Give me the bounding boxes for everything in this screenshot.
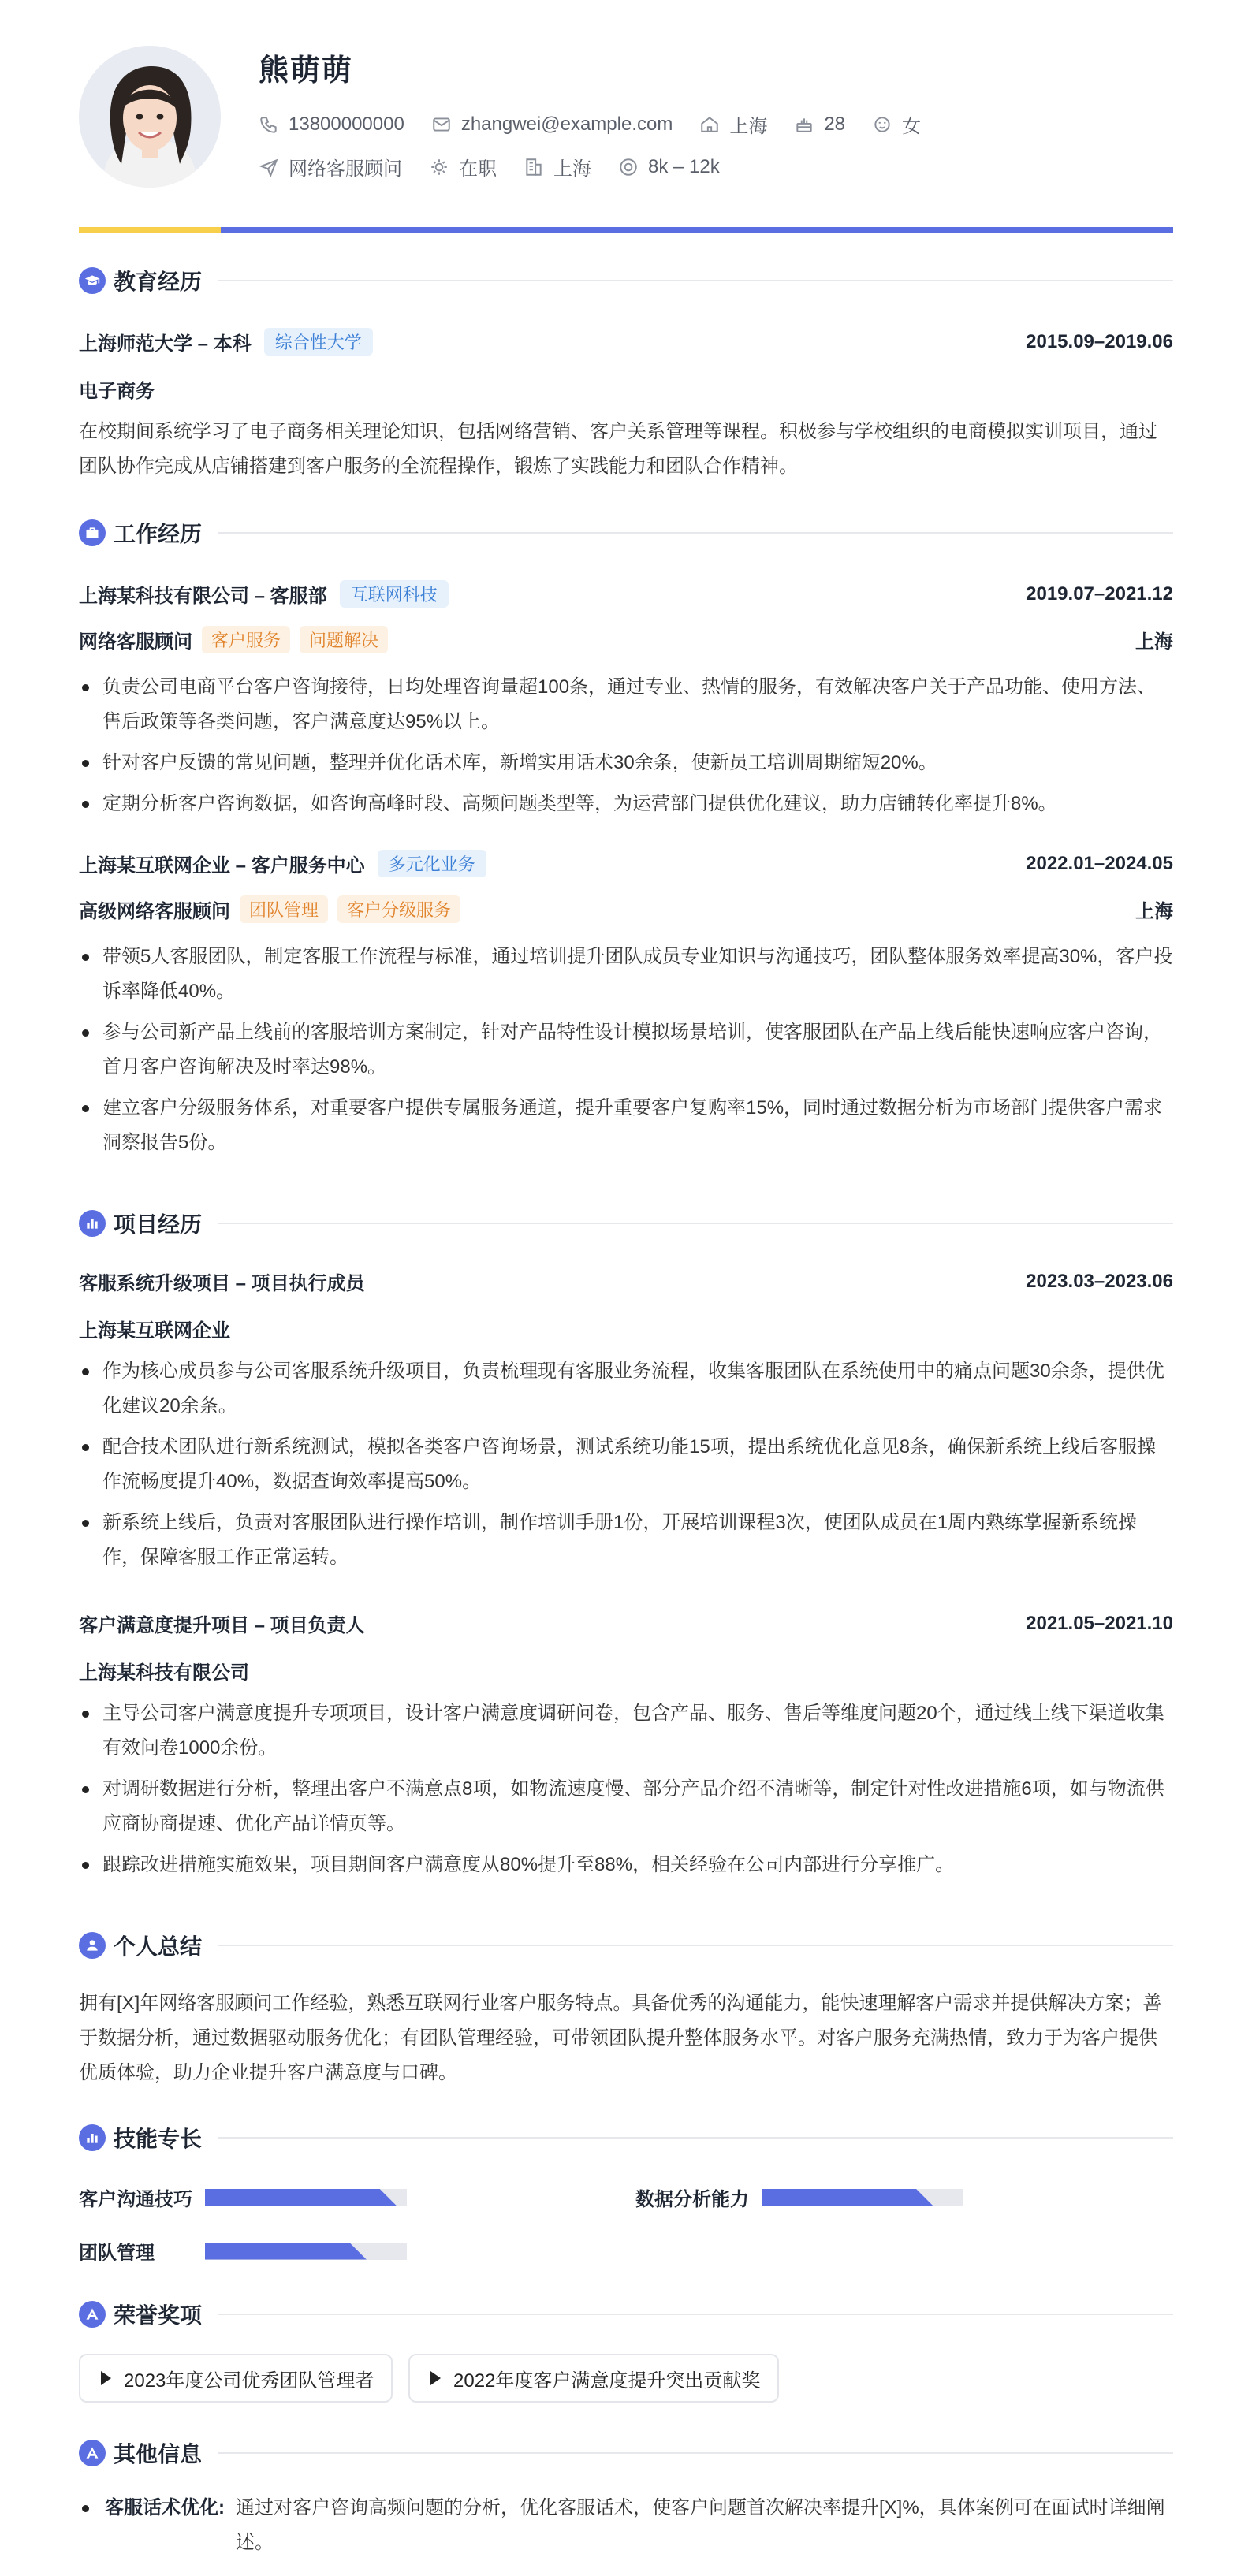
mail-icon bbox=[431, 114, 452, 135]
job-1-position bbox=[79, 626, 388, 653]
skills-section-title: 技能专长 bbox=[114, 2127, 203, 2151]
project-1-name: 客服系统升级项目 – 项目执行成员 bbox=[79, 1273, 365, 1294]
list-item: 负责公司电商平台客户咨询接待，日均处理咨询量超100条，通过专业、热情的服务，有效解决客户关于产品功能、使用方法、售后政策等各类问题，客户满意度达95%以上。 bbox=[79, 670, 1173, 739]
skill-level-bar bbox=[762, 2189, 963, 2206]
age-item bbox=[794, 114, 845, 136]
skills-section-header bbox=[79, 2122, 1173, 2153]
skill-tag: 问题解决 bbox=[300, 626, 388, 653]
list-item: 定期分析客户咨询数据，如咨询高峰时段、高频问题类型等，为运营部门提供优化建议，助力店铺转化率提升8%。 bbox=[79, 787, 1173, 821]
salary-text: 8k – 12k bbox=[648, 155, 720, 177]
honor-item bbox=[79, 2354, 393, 2403]
list-item: 主导公司客户满意度提升专项项目，设计客户满意度调研问卷，包含产品、服务、售后等维度问题20个，通过线上线下渠道收集有效问卷1000余份。 bbox=[79, 1696, 1173, 1766]
school-tag: 综合性大学 bbox=[264, 328, 373, 356]
skill-level-fill bbox=[762, 2189, 933, 2206]
project-2-org: 上海某科技有限公司 bbox=[79, 1662, 249, 1684]
summary-section-header bbox=[79, 1930, 1173, 1961]
honor-item bbox=[408, 2354, 779, 2403]
project-1-org: 上海某互联网企业 bbox=[79, 1320, 230, 1342]
honor-text: 2023年度公司优秀团队管理者 bbox=[124, 2369, 374, 2392]
skill-name: 团队管理 bbox=[79, 2243, 155, 2264]
job-2-header bbox=[79, 850, 1173, 877]
skill-tag: 团队管理 bbox=[240, 895, 328, 923]
award-icon bbox=[79, 2301, 106, 2328]
phone-text: 13800000000 bbox=[289, 113, 404, 135]
email-item bbox=[431, 114, 673, 136]
status-icon bbox=[429, 157, 449, 177]
education-major: 电子商务 bbox=[79, 381, 155, 402]
project-2-header bbox=[79, 1610, 1173, 1637]
project-2-name: 客户满意度提升项目 – 项目负责人 bbox=[79, 1615, 365, 1636]
section-divider bbox=[218, 532, 1173, 534]
list-item: 新系统上线后，负责对客服团队进行操作培训，制作培训手册1份，开展培训课程3次，使团队成员在1周内熟练掌握新系统操作，保障客服工作正常运转。 bbox=[79, 1506, 1173, 1575]
section-divider bbox=[218, 2314, 1173, 2315]
contact-row bbox=[259, 110, 948, 138]
cake-icon bbox=[794, 114, 814, 135]
list-item: 参与公司新产品上线前的客服培训方案制定，针对产品特性设计模拟场景培训，使客服团队在产品上线后能快速响应客户咨询，首月客户咨询解决及时率达98%。 bbox=[79, 1015, 1173, 1085]
work-section-header bbox=[79, 517, 1173, 549]
skill-name: 客户沟通技巧 bbox=[79, 2189, 192, 2210]
project-1-header bbox=[79, 1268, 1173, 1295]
company-name: 上海某互联网企业 – 客户服务中心 bbox=[79, 855, 365, 877]
job-2-city: 上海 bbox=[1135, 901, 1173, 922]
summary-section-title: 个人总结 bbox=[114, 1934, 203, 1959]
education-school bbox=[79, 328, 373, 356]
chart-icon bbox=[79, 1210, 106, 1237]
skill-item bbox=[635, 2183, 963, 2211]
school-name: 上海师范大学 – 本科 bbox=[79, 333, 252, 355]
list-item: 针对客户反馈的常见问题，整理并优化话术库，新增实用话术30余条，使新员工培训周期缩短20%。 bbox=[79, 746, 1173, 780]
gender-icon bbox=[872, 114, 892, 135]
resume-page bbox=[79, 0, 1173, 2553]
location-item bbox=[699, 110, 767, 138]
job-1-company bbox=[79, 580, 449, 608]
honor-text: 2022年度客户满意度提升突出贡献奖 bbox=[453, 2369, 761, 2392]
section-divider bbox=[218, 1223, 1173, 1224]
gender-text: 女 bbox=[902, 116, 922, 137]
honors-section-header bbox=[79, 2299, 1173, 2330]
play-icon bbox=[430, 2371, 441, 2385]
intent-position-item bbox=[259, 153, 402, 181]
list-item: 配合技术团队进行新系统测试，模拟各类客户咨询场景，测试系统功能15项，提出系统优化意见8条，确保新系统上线后客服操作流畅度提升40%，数据查询效率提高50%。 bbox=[79, 1430, 1173, 1499]
work-section-title: 工作经历 bbox=[114, 522, 203, 546]
intent-city-text: 上海 bbox=[553, 158, 591, 180]
candidate-name: 熊萌萌 bbox=[259, 54, 354, 87]
other-text: 通过对客户咨询高频问题的分析，优化客服话术，使客户问题首次解决率提升[X]%，具体案例可在面试时详细阐述。 bbox=[236, 2497, 1165, 2553]
job-1-bullets bbox=[79, 670, 1173, 828]
other-item bbox=[79, 2491, 1173, 2560]
company-name: 上海某科技有限公司 – 客服部 bbox=[79, 586, 327, 607]
section-divider bbox=[218, 1945, 1173, 1946]
skill-tag: 客户服务 bbox=[202, 626, 290, 653]
header-divider-highlight bbox=[79, 227, 221, 233]
project-1-bullets bbox=[79, 1354, 1173, 1581]
intent-position-text: 网络客服顾问 bbox=[289, 158, 402, 180]
education-description: 在校期间系统学习了电子商务相关理论知识，包括网络营销、客户关系管理等课程。积极参与学校组织的电商模拟实训项目，通过团队协作完成从店铺搭建到客户服务的全流程操作，锻炼了实践能力和团队合作精神。 bbox=[79, 421, 1157, 477]
job-1-header bbox=[79, 580, 1173, 608]
job-1-city: 上海 bbox=[1135, 631, 1173, 653]
status-text: 在职 bbox=[459, 158, 497, 180]
list-item: 跟踪改进措施实施效果，项目期间客户满意度从80%提升至88%，相关经验在公司内部进行分享推广。 bbox=[79, 1848, 1173, 1882]
avatar bbox=[79, 46, 221, 188]
job-2-position-row bbox=[79, 895, 1173, 923]
honors-section-title: 荣誉奖项 bbox=[114, 2303, 203, 2328]
list-item: 对调研数据进行分析，整理出客户不满意点8项，如物流速度慢、部分产品介绍不清晰等，制定针对性改进措施6项，如与物流供应商协商提速、优化产品详情页等。 bbox=[79, 1772, 1173, 1841]
project-1-date: 2023.03–2023.06 bbox=[1026, 1270, 1173, 1292]
job-2-position bbox=[79, 895, 460, 923]
project-2-date: 2021.05–2021.10 bbox=[1026, 1612, 1173, 1634]
gender-item bbox=[872, 110, 921, 138]
salary-icon bbox=[618, 157, 639, 177]
intent-city-item bbox=[524, 153, 591, 181]
info-icon bbox=[79, 2440, 106, 2466]
projects-section-header bbox=[79, 1208, 1173, 1239]
education-date: 2015.09–2019.06 bbox=[1026, 330, 1173, 352]
header-divider-accent bbox=[221, 227, 1173, 233]
resume-header bbox=[79, 0, 1173, 229]
building-icon bbox=[524, 157, 544, 177]
skill-item bbox=[79, 2237, 407, 2265]
user-icon bbox=[79, 1932, 106, 1959]
education-section-header bbox=[79, 265, 1173, 296]
skill-level-bar bbox=[205, 2189, 407, 2206]
header-divider bbox=[79, 227, 1173, 233]
other-section-title: 其他信息 bbox=[114, 2442, 203, 2466]
phone-item bbox=[259, 114, 404, 136]
skill-level-fill bbox=[205, 2189, 397, 2206]
skill-tag: 客户分级服务 bbox=[337, 895, 460, 923]
job-1-date: 2019.07–2021.12 bbox=[1026, 583, 1173, 605]
other-section-header bbox=[79, 2437, 1173, 2469]
graduation-cap-icon bbox=[79, 267, 106, 294]
age-text: 28 bbox=[824, 113, 846, 135]
list-item: 建立客户分级服务体系，对重要客户提供专属服务通道，提升重要客户复购率15%，同时通过数据分析为市场部门提供客户需求洞察报告5份。 bbox=[79, 1091, 1173, 1160]
section-divider bbox=[218, 2137, 1173, 2139]
skill-item bbox=[79, 2183, 407, 2211]
job-2-company bbox=[79, 850, 486, 877]
job-2-bullets bbox=[79, 940, 1173, 1167]
skill-level-bar bbox=[205, 2243, 407, 2260]
status-item bbox=[429, 153, 497, 181]
skill-name: 数据分析能力 bbox=[635, 2189, 749, 2210]
list-item: 作为核心成员参与公司客服系统升级项目，负责梳理现有客服业务流程，收集客服团队在系统使用中的痛点问题30余条，提供优化建议20余条。 bbox=[79, 1354, 1173, 1424]
summary-text: 拥有[X]年网络客服顾问工作经验，熟悉互联网行业客户服务特点。具备优秀的沟通能力，能快速理解客户需求并提供解决方案；善于数据分析，通过数据驱动服务优化；有团队管理经验，可带领团队提升整体服务水平。对客户服务充满热情，致力于为客户提供优质体验，助力企业提升客户满意度与口碑。 bbox=[79, 1993, 1162, 2083]
company-tag: 互联网科技 bbox=[340, 580, 449, 608]
phone-icon bbox=[259, 114, 279, 135]
send-icon bbox=[259, 157, 279, 177]
projects-section-title: 项目经历 bbox=[114, 1212, 203, 1237]
briefcase-icon bbox=[79, 519, 106, 546]
location-text: 上海 bbox=[729, 116, 768, 137]
job-intent-row bbox=[259, 153, 747, 181]
position-name: 高级网络客服顾问 bbox=[79, 901, 230, 922]
salary-item bbox=[618, 156, 720, 178]
bullet-dot bbox=[82, 2505, 89, 2512]
email-text: zhangwei@example.com bbox=[460, 113, 673, 135]
company-tag: 多元化业务 bbox=[378, 850, 486, 877]
skills-chart-icon bbox=[79, 2124, 106, 2151]
other-label: 客服话术优化: bbox=[105, 2497, 225, 2518]
job-1-position-row bbox=[79, 626, 1173, 653]
list-item: 带领5人客服团队，制定客服工作流程与标准，通过培训提升团队成员专业知识与沟通技巧，团队整体服务效率提高30%，客户投诉率降低40%。 bbox=[79, 940, 1173, 1009]
home-icon bbox=[699, 114, 720, 135]
section-divider bbox=[218, 280, 1173, 281]
skill-level-fill bbox=[205, 2243, 367, 2260]
job-2-date: 2022.01–2024.05 bbox=[1026, 852, 1173, 874]
position-name: 网络客服顾问 bbox=[79, 631, 192, 653]
section-divider bbox=[218, 2452, 1173, 2454]
education-entry-header bbox=[79, 328, 1173, 356]
play-icon bbox=[101, 2371, 111, 2385]
education-section-title: 教育经历 bbox=[114, 270, 203, 294]
project-2-bullets bbox=[79, 1696, 1173, 1889]
